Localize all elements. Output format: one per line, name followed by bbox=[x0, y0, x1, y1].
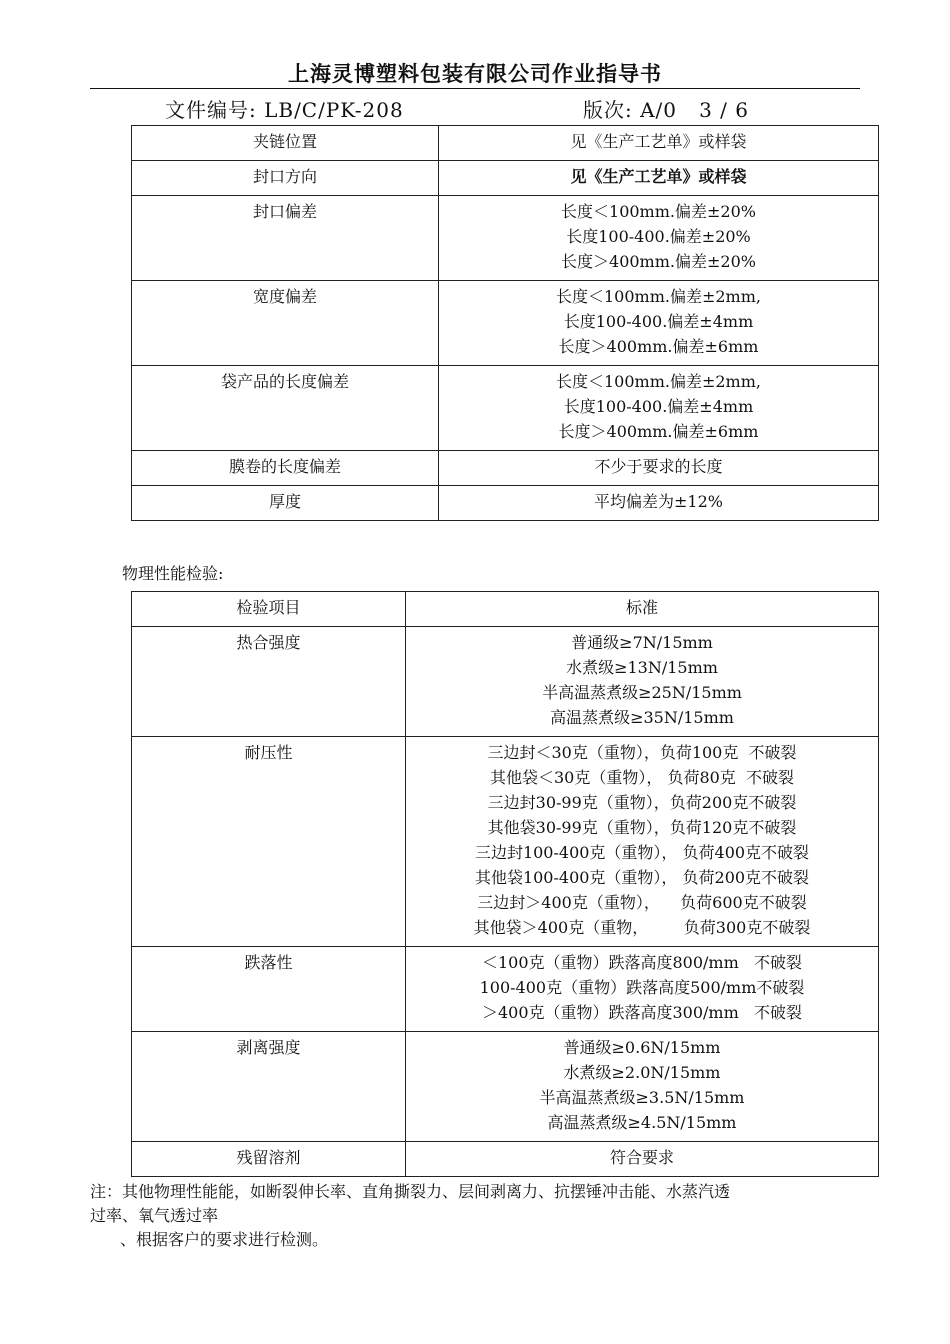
row-value bbox=[406, 947, 879, 1032]
row-value bbox=[406, 737, 879, 947]
row-value bbox=[439, 486, 879, 521]
value-line: 见《生产工艺单》或样袋 bbox=[570, 132, 747, 151]
value-line: ＜100克（重物）跌落高度800/mm 不破裂 bbox=[481, 953, 803, 972]
footnote-line: 注：其他物理性能能，如断裂伸长率、直角撕裂力、层间剥离力、抗摆锤冲击能、水蒸汽透 bbox=[90, 1182, 731, 1201]
table-row bbox=[132, 1032, 879, 1142]
row-label: 耐压性 bbox=[132, 737, 406, 947]
table-row bbox=[132, 737, 879, 947]
row-label: 夹链位置 bbox=[132, 126, 439, 161]
value-line: 长度＜100mm.偏差±2mm, bbox=[556, 287, 761, 306]
value-line: 100-400克（重物）跌落高度500/mm不破裂 bbox=[479, 978, 805, 997]
value-line: 三边封＜30克（重物），负荷100克 不破裂 bbox=[487, 743, 797, 762]
table-row bbox=[132, 947, 879, 1032]
value-line: 符合要求 bbox=[609, 1148, 674, 1167]
document-number: 文件编号: LB/C/PK-208 bbox=[165, 98, 404, 122]
column-header-item: 检验项目 bbox=[132, 592, 406, 627]
value-line: 长度100-400.偏差±4mm bbox=[563, 397, 754, 416]
row-value bbox=[439, 196, 879, 281]
value-line: 不少于要求的长度 bbox=[594, 457, 723, 476]
table-row bbox=[132, 1142, 879, 1177]
value-line: 其他袋100-400克（重物）， 负荷200克不破裂 bbox=[474, 868, 810, 887]
physical-test-table bbox=[131, 591, 879, 1177]
value-line: 水煮级≥2.0N/15mm bbox=[563, 1063, 721, 1082]
row-value bbox=[439, 281, 879, 366]
row-label: 袋产品的长度偏差 bbox=[132, 366, 439, 451]
column-header-standard: 标准 bbox=[406, 592, 879, 627]
value-line: ＞400克（重物）跌落高度300/mm 不破裂 bbox=[481, 1003, 803, 1022]
row-value bbox=[406, 1142, 879, 1177]
row-label: 热合强度 bbox=[132, 627, 406, 737]
row-label: 跌落性 bbox=[132, 947, 406, 1032]
value-line: 三边封＞400克（重物）， 负荷600克不破裂 bbox=[477, 893, 807, 912]
value-line: 长度＜100mm.偏差±2mm, bbox=[556, 372, 761, 391]
table-header-row bbox=[132, 592, 879, 627]
row-label: 膜卷的长度偏差 bbox=[132, 451, 439, 486]
table-row bbox=[132, 627, 879, 737]
table-row bbox=[132, 196, 879, 281]
row-value bbox=[439, 126, 879, 161]
table-row bbox=[132, 366, 879, 451]
value-line: 长度100-400.偏差±20% bbox=[566, 227, 751, 246]
value-line: 三边封100-400克（重物）， 负荷400克不破裂 bbox=[474, 843, 810, 862]
row-value bbox=[439, 161, 879, 196]
value-line: 其他袋＜30克（重物）， 负荷80克 不破裂 bbox=[490, 768, 794, 787]
value-line: 其他袋30-99克（重物），负荷120克不破裂 bbox=[487, 818, 797, 837]
row-label: 厚度 bbox=[132, 486, 439, 521]
table-row bbox=[132, 161, 879, 196]
value-line: 高温蒸煮级≥4.5N/15mm bbox=[547, 1113, 737, 1132]
value-line: 长度＞400mm.偏差±6mm bbox=[558, 422, 759, 441]
value-line: 高温蒸煮级≥35N/15mm bbox=[550, 708, 734, 727]
value-line: 长度＞400mm.偏差±20% bbox=[561, 252, 756, 271]
value-line: 半高温蒸煮级≥25N/15mm bbox=[542, 683, 742, 702]
row-label: 封口方向 bbox=[132, 161, 439, 196]
row-value bbox=[439, 451, 879, 486]
row-value bbox=[439, 366, 879, 451]
footnote-line: 过率、氧气透过率 bbox=[90, 1206, 219, 1225]
row-value bbox=[406, 1032, 879, 1142]
table-row bbox=[132, 486, 879, 521]
value-line: 普通级≥7N/15mm bbox=[571, 633, 713, 652]
table-row bbox=[132, 126, 879, 161]
footnote bbox=[90, 1180, 880, 1252]
spec-table bbox=[131, 125, 879, 521]
document-version: 版次: A/0 3 / 6 bbox=[583, 98, 749, 122]
value-line: 长度100-400.偏差±4mm bbox=[563, 312, 754, 331]
row-label: 宽度偏差 bbox=[132, 281, 439, 366]
value-line: 三边封30-99克（重物），负荷200克不破裂 bbox=[487, 793, 797, 812]
value-line: 其他袋＞400克（重物， 负荷300克不破裂 bbox=[473, 918, 811, 937]
footnote-line: 、根据客户的要求进行检测。 bbox=[120, 1230, 329, 1249]
section-heading: 物理性能检验: bbox=[122, 564, 224, 583]
title-divider bbox=[90, 88, 860, 89]
row-label: 残留溶剂 bbox=[132, 1142, 406, 1177]
table-row bbox=[132, 451, 879, 486]
value-line: 平均偏差为±12% bbox=[594, 492, 723, 511]
table-row bbox=[132, 281, 879, 366]
value-line: 长度＞400mm.偏差±6mm bbox=[558, 337, 759, 356]
document-title: 上海灵博塑料包装有限公司作业指导书 bbox=[288, 61, 662, 86]
value-line: 半高温蒸煮级≥3.5N/15mm bbox=[539, 1088, 745, 1107]
value-line: 见《生产工艺单》或样袋 bbox=[570, 167, 747, 186]
row-label: 剥离强度 bbox=[132, 1032, 406, 1142]
row-label: 封口偏差 bbox=[132, 196, 439, 281]
value-line: 水煮级≥13N/15mm bbox=[566, 658, 718, 677]
value-line: 长度＜100mm.偏差±20% bbox=[561, 202, 756, 221]
row-value bbox=[406, 627, 879, 737]
value-line: 普通级≥0.6N/15mm bbox=[563, 1038, 721, 1057]
